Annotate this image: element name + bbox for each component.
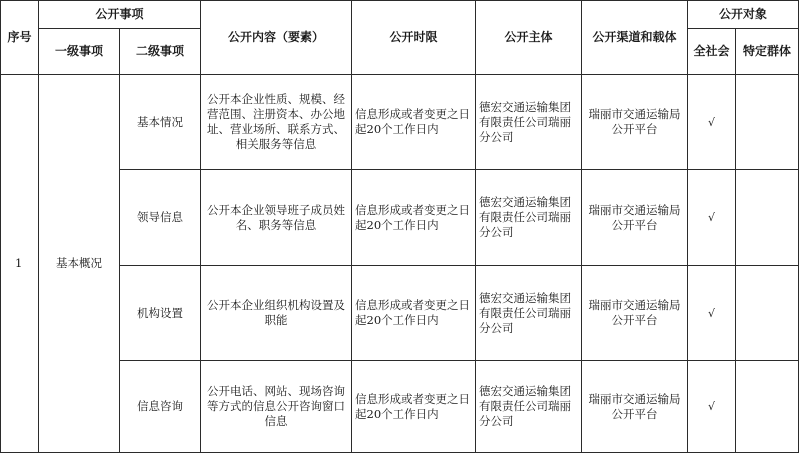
header-level2: 二级事项 <box>120 29 201 75</box>
level1-cell: 基本概况 <box>39 75 120 453</box>
table-row <box>1 170 799 266</box>
level2-cell: 基本情况 <box>120 75 201 170</box>
header-content: 公开内容（要素） <box>201 1 352 75</box>
subject-cell: 德宏交通运输集团有限责任公司瑞丽分公司 <box>476 266 582 361</box>
public-check: √ <box>688 75 736 170</box>
channel-cell: 瑞丽市交通运输局公开平台 <box>582 266 688 361</box>
table-row <box>1 361 799 453</box>
public-check: √ <box>688 266 736 361</box>
content-cell: 公开电话、网站、现场咨询等方式的信息公开咨询窗口信息 <box>201 361 352 453</box>
specific-cell <box>736 361 799 453</box>
timelimit-cell: 信息形成或者变更之日起20个工作日内 <box>352 170 476 266</box>
content-cell: 公开本企业性质、规模、经营范围、注册资本、办公地址、营业场所、联系方式、相关服务等信息 <box>201 75 352 170</box>
subject-cell: 德宏交通运输集团有限责任公司瑞丽分公司 <box>476 75 582 170</box>
timelimit-cell: 信息形成或者变更之日起20个工作日内 <box>352 75 476 170</box>
subject-cell: 德宏交通运输集团有限责任公司瑞丽分公司 <box>476 361 582 453</box>
public-check: √ <box>688 170 736 266</box>
channel-cell: 瑞丽市交通运输局公开平台 <box>582 75 688 170</box>
table-row <box>1 266 799 361</box>
content-cell: 公开本企业领导班子成员姓名、职务等信息 <box>201 170 352 266</box>
specific-cell <box>736 75 799 170</box>
timelimit-cell: 信息形成或者变更之日起20个工作日内 <box>352 266 476 361</box>
header-row-1 <box>1 1 799 29</box>
header-seq: 序号 <box>1 1 39 75</box>
header-subject: 公开主体 <box>476 1 582 75</box>
level2-cell: 机构设置 <box>120 266 201 361</box>
level2-cell: 领导信息 <box>120 170 201 266</box>
content-cell: 公开本企业组织机构设置及职能 <box>201 266 352 361</box>
header-audience: 公开对象 <box>688 1 799 29</box>
specific-cell <box>736 170 799 266</box>
level2-cell: 信息咨询 <box>120 361 201 453</box>
header-channel: 公开渠道和载体 <box>582 1 688 75</box>
specific-cell <box>736 266 799 361</box>
header-level1: 一级事项 <box>39 29 120 75</box>
channel-cell: 瑞丽市交通运输局公开平台 <box>582 361 688 453</box>
header-specific: 特定群体 <box>736 29 799 75</box>
seq-cell: 1 <box>1 75 39 453</box>
timelimit-cell: 信息形成或者变更之日起20个工作日内 <box>352 361 476 453</box>
channel-cell: 瑞丽市交通运输局公开平台 <box>582 170 688 266</box>
table-row <box>1 75 799 170</box>
public-check: √ <box>688 361 736 453</box>
subject-cell: 德宏交通运输集团有限责任公司瑞丽分公司 <box>476 170 582 266</box>
header-public: 全社会 <box>688 29 736 75</box>
header-timelimit: 公开时限 <box>352 1 476 75</box>
header-matters: 公开事项 <box>39 1 201 29</box>
